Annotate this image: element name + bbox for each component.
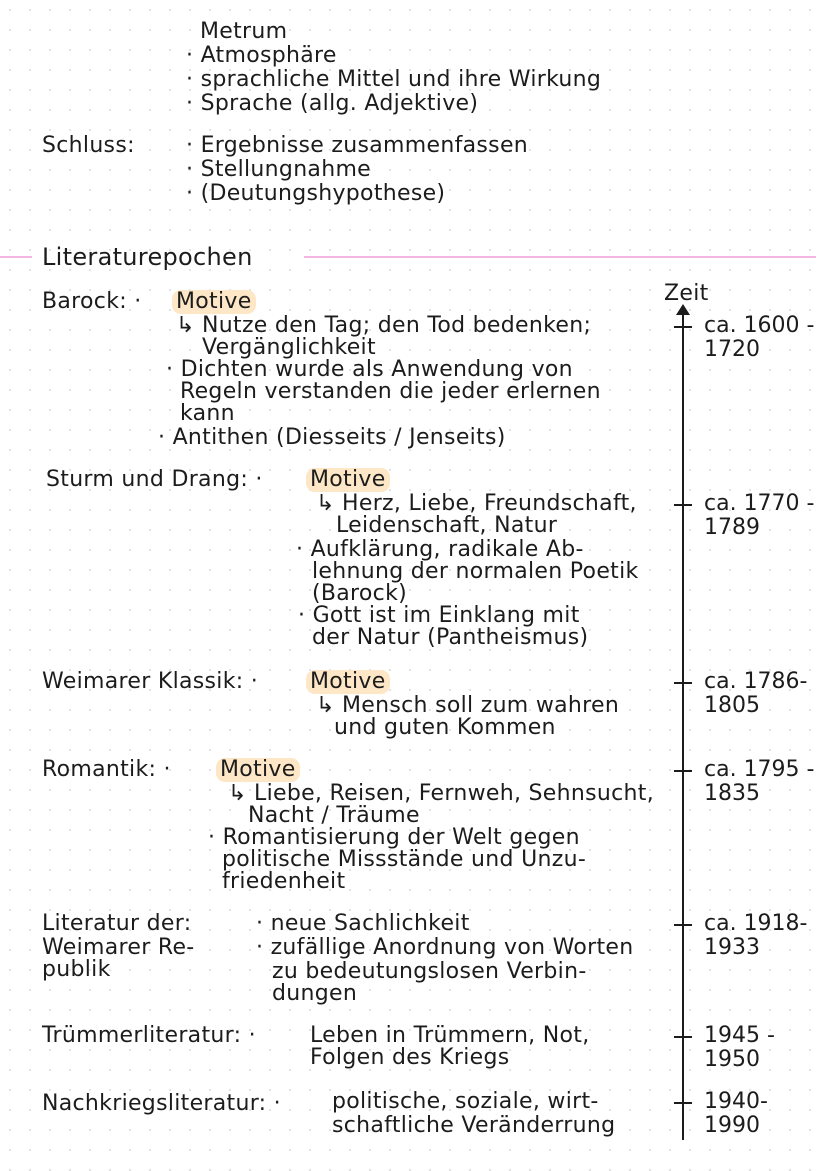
date-nachkriegsliteratur: 1940- 1990	[704, 1089, 768, 1138]
date-weimarer-republik: ca. 1918- 1933	[704, 911, 808, 960]
epoch-name-sturm-und-drang: Sturm und Drang: ·	[46, 467, 263, 492]
schluss-item-stellungnahme: · Stellungnahme	[186, 157, 372, 182]
sturm-line: Leidenschaft, Natur	[336, 513, 558, 538]
sturm-line: der Natur (Pantheismus)	[312, 625, 589, 650]
sturm-line: · Gott ist im Einklang mit	[298, 603, 580, 628]
epoch-name-weimarer-republik: Weimarer Re-	[42, 935, 195, 960]
section-heading: Literaturepochen	[42, 243, 253, 271]
motive-label-weimarer-klassik: Motive	[306, 670, 390, 694]
heading-rule-right	[304, 256, 816, 258]
barock-line: · Antithen (Diesseits / Jenseits)	[158, 425, 506, 450]
truemmer-line: Leben in Trümmern, Not,	[310, 1023, 590, 1048]
sturm-line: · Aufklärung, radikale Ab-	[296, 537, 584, 562]
sturm-line: (Barock)	[312, 581, 407, 606]
epoch-name-nachkriegsliteratur: Nachkriegsliteratur: ·	[42, 1091, 281, 1116]
heading-rule-left	[0, 256, 32, 258]
date-weimarer-klassik: ca. 1786- 1805	[704, 669, 808, 718]
weimarer-republik-line: dungen	[272, 981, 358, 1006]
epoch-name-weimarer-republik: Literatur der:	[42, 911, 192, 936]
epoch-name-weimarer-klassik: Weimarer Klassik: ·	[42, 669, 259, 694]
schluss-item-ergebnisse: · Ergebnisse zusammenfassen	[186, 133, 529, 158]
weimarer-republik-line: · neue Sachlichkeit	[256, 911, 470, 936]
nachkrieg-line: schaftliche Veränderrung	[332, 1113, 616, 1138]
timeline-tick-nachkriegsliteratur	[674, 1102, 692, 1104]
weimarer-republik-line: zu bedeutungslosen Verbin-	[272, 959, 587, 984]
timeline-label: Zeit	[664, 281, 709, 306]
schluss-label: Schluss:	[42, 133, 135, 158]
epoch-name-weimarer-republik: publik	[42, 957, 111, 982]
timeline-tick-weimarer-republik	[674, 924, 692, 926]
motive-label-sturm-und-drang: Motive	[306, 468, 390, 492]
list-item-metrum: Metrum	[200, 19, 288, 44]
motive-label-romantik: Motive	[216, 758, 300, 782]
nachkrieg-line: politische, soziale, wirt-	[332, 1089, 599, 1114]
romantik-line: ↳ Liebe, Reisen, Fernweh, Sehnsucht,	[228, 781, 654, 806]
timeline-tick-romantik	[674, 770, 692, 772]
timeline-tick-barock	[674, 326, 692, 328]
timeline-tick-weimarer-klassik	[674, 682, 692, 684]
barock-line: Vergänglichkeit	[202, 335, 376, 360]
date-sturm-und-drang: ca. 1770 - 1789	[704, 491, 815, 540]
romantik-line: friedenheit	[222, 869, 346, 894]
romantik-line: politische Missstände und Unzu-	[222, 847, 587, 872]
list-item-sprache: · Sprache (allg. Adjektive)	[186, 91, 479, 116]
romantik-line: Nacht / Träume	[248, 803, 420, 828]
timeline-axis	[682, 312, 684, 1140]
sturm-line: ↳ Herz, Liebe, Freundschaft,	[316, 491, 637, 516]
truemmer-line: Folgen des Kriegs	[310, 1045, 510, 1070]
sturm-line: lehnung der normalen Poetik	[312, 559, 639, 584]
list-item-atmosphaere: · Atmosphäre	[186, 43, 337, 68]
epoch-name-romantik: Romantik: ·	[42, 757, 171, 782]
weimarer-republik-line: · zufällige Anordnung von Worten	[256, 935, 634, 960]
barock-line: Regeln verstanden die jeder erlernen	[180, 379, 601, 404]
epoch-name-barock: Barock: ·	[42, 289, 142, 314]
timeline-tick-truemmerliteratur	[674, 1036, 692, 1038]
schluss-item-deutungshypothese: · (Deutungshypothese)	[186, 181, 446, 206]
date-barock: ca. 1600 - 1720	[704, 313, 815, 362]
timeline-tick-sturm-und-drang	[674, 504, 692, 506]
klassik-line: und guten Kommen	[334, 715, 556, 740]
motive-label-barock: Motive	[172, 290, 256, 314]
epoch-name-truemmerliteratur: Trümmerliteratur: ·	[42, 1023, 256, 1048]
barock-line: ↳ Nutze den Tag; den Tod bedenken;	[176, 313, 592, 338]
date-romantik: ca. 1795 - 1835	[704, 757, 815, 806]
klassik-line: ↳ Mensch soll zum wahren	[316, 693, 620, 718]
barock-line: · Dichten wurde als Anwendung von	[166, 357, 573, 382]
date-truemmerliteratur: 1945 - 1950	[704, 1023, 775, 1072]
list-item-sprachliche-mittel: · sprachliche Mittel und ihre Wirkung	[186, 67, 602, 92]
barock-line: kann	[180, 401, 235, 426]
romantik-line: · Romantisierung der Welt gegen	[208, 825, 580, 850]
